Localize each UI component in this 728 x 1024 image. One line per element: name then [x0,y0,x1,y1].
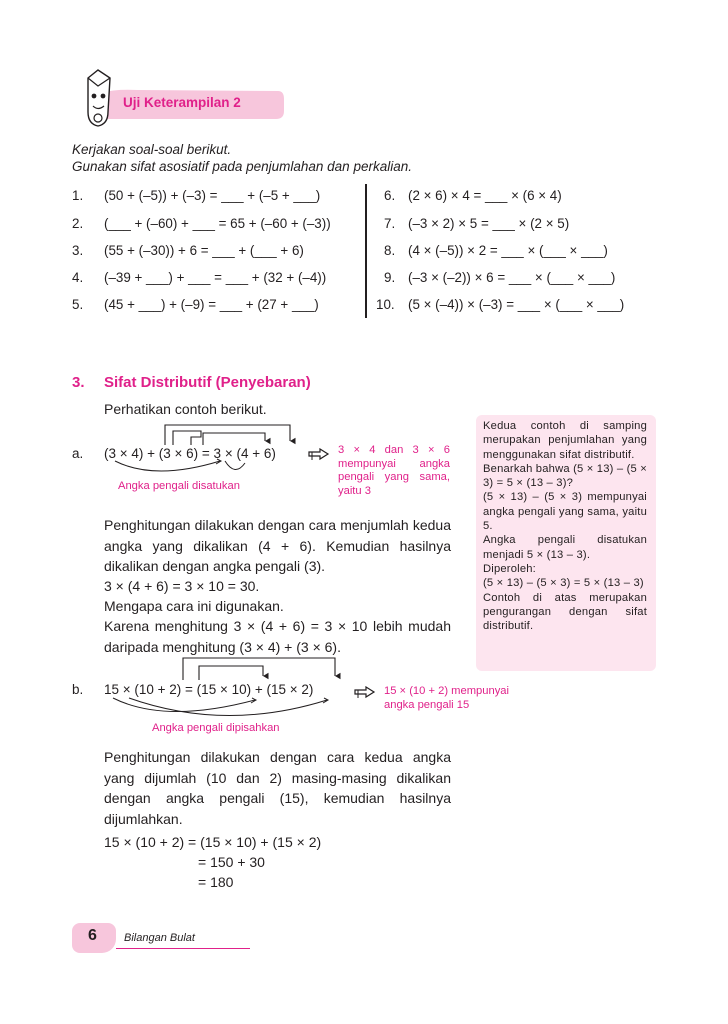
exercise-num: 9. [384,270,396,285]
example-a-expr: (3 × 4) + (3 × 6) = 3 × (4 + 6) [104,446,276,461]
example-a-line3: Mengapa cara ini digunakan. [104,598,284,614]
example-b-under-label: Angka pengali dipisahkan [152,722,280,734]
section-number: 3. [72,374,85,391]
exercise-expr: (55 + (–30)) + 6 = ___ + (___ + 6) [104,243,304,258]
exercise-expr: (45 + ___) + (–9) = ___ + (27 + ___) [104,297,319,312]
exercise-expr: (4 × (–5)) × 2 = ___ × (___ × ___) [408,243,608,258]
instruction-2: Gunakan sifat asosiatif pada penjumlahan dan perkalian. [72,159,412,174]
sidebar-line: Diperoleh: [483,562,536,575]
exercise-expr: (–39 + ___) + ___ = ___ + (32 + (–4)) [104,270,327,285]
exercise-expr: (2 × 6) × 4 = ___ × (6 × 4) [408,188,562,203]
example-a-line2: 3 × (4 + 6) = 3 × 10 = 30. [104,578,260,594]
page-number: 6 [88,927,97,944]
sidebar-line: Contoh di atas merupakan pengurangan dengan sifat distributif. [483,591,647,633]
column-divider [365,184,367,318]
sidebar-line: (5 × 13) – (5 × 3) = 5 × (13 – 3) [483,577,644,590]
section-intro: Perhatikan contoh berikut. [104,401,267,417]
section-title: Sifat Distributif (Penyebaran) [104,374,311,391]
hand-pointer-icon [354,686,376,700]
banner-title: Uji Keterampilan 2 [123,95,241,110]
exercise-expr: (5 × (–4)) × (–3) = ___ × (___ × ___) [408,297,625,312]
example-b-calc-2: = 150 + 30 [198,854,265,870]
example-b-para: Penghitungan dilakukan dengan cara kedua angka yang dijumlah (10 dan 2) masing-masing dikalikan dengan angka pengali (15), kemudian hasilnya dijumlahkan. [104,749,451,827]
footer-line [116,948,250,949]
exercise-num: 5. [72,297,84,312]
sidebar-line: Benarkah bahwa (5 × 13) – (5 × 3) = 5 × (13 – 3)? [483,462,647,490]
example-b-label: b. [72,682,84,697]
example-a-note: 3 × 4 dan 3 × 6 mempunyai angka pengali yang sama, yaitu 3 [338,444,450,497]
exercise-expr: (–3 × 2) × 5 = ___ × (2 × 5) [408,216,570,231]
example-a-under-label: Angka pengali disatukan [118,480,240,492]
exercise-num: 2. [72,216,84,231]
exercise-num: 4. [72,270,84,285]
exercise-num: 10. [376,297,395,312]
exercise-num: 6. [384,188,396,203]
hand-pointer-icon [308,448,330,462]
exercise-num: 3. [72,243,84,258]
example-b-expr: 15 × (10 + 2) = (15 × 10) + (15 × 2) [104,682,314,697]
example-a-para1: Penghitungan dilakukan dengan cara menjumlah kedua angka yang dikalikan (4 + 6). Kemudian hasilnya dikalikan dengan angka pengali (3). [104,517,451,574]
sidebar-line: (5 × 13) – (5 × 3) mempunyai angka pengali yang sama, yaitu 5. [483,491,647,533]
example-b-note: 15 × (10 + 2) mempunyai angka pengali 15 [384,685,509,711]
exercise-num: 8. [384,243,396,258]
book-title: Bilangan Bulat [124,932,195,944]
exercise-num: 7. [384,216,396,231]
exercise-expr: (50 + (–5)) + (–3) = ___ + (–5 + ___) [104,188,321,203]
exercise-expr: (–3 × (–2)) × 6 = ___ × (___ × ___) [408,270,616,285]
sidebar-line: Angka pengali disatukan menjadi 5 × (13 – 3). [483,534,647,561]
example-a-para2: Karena menghitung 3 × (4 + 6) = 3 × 10 lebih mudah daripada menghitung (3 × 4) + (3 × 6). [104,618,451,655]
sidebar-content [483,419,647,633]
example-b-calc-1: 15 × (10 + 2) = (15 × 10) + (15 × 2) [104,834,322,850]
example-b-calc-3: = 180 [198,874,234,890]
exercise-num: 1. [72,188,84,203]
instruction-1: Kerjakan soal-soal berikut. [72,142,232,157]
exercise-expr: (___ + (–60) + ___ = 65 + (–60 + (–3)) [104,216,331,231]
sidebar-line: Kedua contoh di samping merupakan penjumlahan yang menggunakan sifat distributif. [483,420,647,461]
example-a-label: a. [72,446,84,461]
mascot-icon [78,68,118,132]
